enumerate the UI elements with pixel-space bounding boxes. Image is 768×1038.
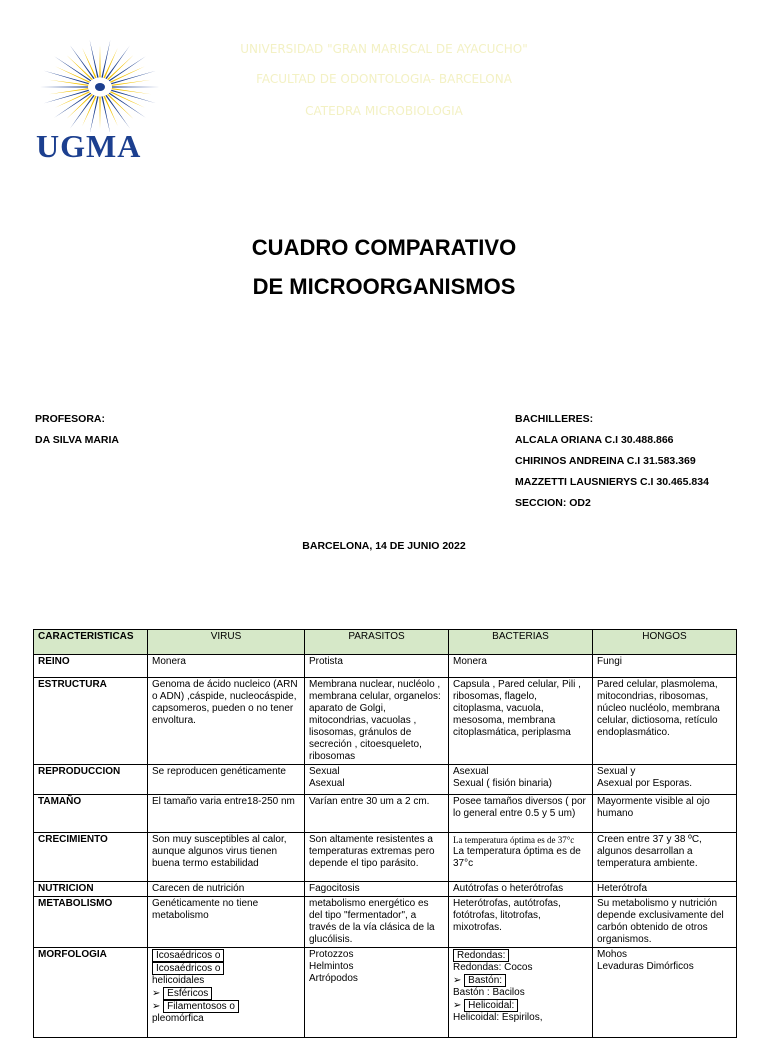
cell-bacteria: Capsula , Pared celular, Pili , ribosomas, flagelo, citoplasma, vacuola, mesosoma, membrana citoplasmática, periplasma <box>449 678 593 765</box>
cell-parasites: Membrana nuclear, nucléolo , membrana celular, organelos: aparato de Golgi, mitocondrias, vacuolas , lisosomas, gránulos de secreción , citoesqueleto, ribosomas <box>305 678 449 765</box>
sun-ray <box>49 80 89 86</box>
cell-virus: Se reproducen genéticamente <box>148 765 305 795</box>
table-row-crecimiento <box>34 833 737 882</box>
student-3: MAZZETTI LAUSNIERYS C.I 30.465.834 <box>515 476 709 488</box>
cell-line: La temperatura óptima es de 37°c <box>453 846 581 869</box>
document-title-line1: CUADRO COMPARATIVO <box>251 235 517 260</box>
boxed-text: Icosaédricos o <box>152 949 224 962</box>
col-header-bacteria: BACTERIAS <box>449 630 593 655</box>
row-label: REINO <box>34 655 148 678</box>
cell-bacteria <box>449 833 593 882</box>
bullet-arrow-icon: ➢ <box>152 988 161 999</box>
sun-ray <box>54 93 91 118</box>
sun-ray <box>112 88 152 94</box>
cell-line: Sexual ( fisión binaria) <box>453 778 552 789</box>
cell-bacteria: Autótrofas o heterótrofas <box>449 882 593 897</box>
cell-parasites <box>305 765 449 795</box>
table-row-nutricion <box>34 882 737 897</box>
cell-line: Helicoidal: Espirilos, <box>453 1012 543 1023</box>
sun-ray <box>49 88 89 94</box>
sun-ray <box>40 86 88 87</box>
sun-ray <box>90 40 99 78</box>
sun-ray <box>105 95 130 129</box>
cell-line: Bastón : Bacilos <box>453 987 525 998</box>
cell-line: Asexual <box>453 766 489 777</box>
cell-fungi: Creen entre 37 y 38 ºC, algunos desarrollan a temperatura ambiente. <box>593 833 737 882</box>
students-label: BACHILLERES: <box>515 413 594 425</box>
cell-bacteria: Heterótrofas, autótrofas, fotótrofas, litotrofas, mixotrofas. <box>449 897 593 948</box>
cell-parasites: Fagocitosis <box>305 882 449 897</box>
logo-text: UGMA <box>36 128 142 164</box>
ugma-sun-emblem <box>30 32 170 132</box>
chair-name: CATEDRA MICROBIOLOGIA <box>305 104 463 118</box>
sun-ray <box>101 96 110 132</box>
row-label: METABOLISMO <box>34 897 148 948</box>
sun-ray <box>109 56 146 81</box>
row-label: MORFOLOGIA <box>34 948 148 1038</box>
row-label: CRECIMIENTO <box>34 833 148 882</box>
ugma-logo <box>30 32 170 167</box>
sun-ray <box>70 45 95 79</box>
cell-line: Protozzos <box>309 949 354 960</box>
bullet-arrow-icon: ➢ <box>152 1001 161 1012</box>
professor-label: PROFESORA: <box>35 413 106 425</box>
table-row-estructura <box>34 678 737 765</box>
cell-bacteria: Posee tamaños diversos ( por lo general entre 0.5 y 5 um) <box>449 795 593 833</box>
table-row-reproduccion <box>34 765 737 795</box>
sun-ray <box>99 97 100 129</box>
row-label: REPRODUCCION <box>34 765 148 795</box>
cell-fungi: Su metabolismo y nutrición depende exclusivamente del carbón obtenido de otros organismos. <box>593 897 737 948</box>
cell-virus: Son muy susceptibles al calor, aunque algunos virus tienen buena termo estabilidad <box>148 833 305 882</box>
cell-line: pleomórfica <box>152 1013 204 1024</box>
col-header-fungi: HONGOS <box>593 630 737 655</box>
cell-line: La temperatura óptima es de 37°c <box>453 835 575 845</box>
cell-parasites: Varían entre 30 um a 2 cm. <box>305 795 449 833</box>
university-name: UNIVERSIDAD "GRAN MARISCAL DE AYACUCHO" <box>240 42 528 56</box>
table-header-row <box>34 630 737 655</box>
student-1: ALCALA ORIANA C.I 30.488.866 <box>515 434 674 446</box>
row-label: NUTRICION <box>34 882 148 897</box>
section: SECCION: OD2 <box>515 497 591 509</box>
boxed-text: Bastón: <box>464 974 506 987</box>
table-row-reino <box>34 655 737 678</box>
cell-fungi: Mayormente visible al ojo humano <box>593 795 737 833</box>
cell-line: Sexual y <box>597 766 636 777</box>
cell-line: Levaduras Dimórficos <box>597 961 694 972</box>
sun-ray <box>54 56 91 81</box>
bullet-arrow-icon: ➢ <box>453 1000 462 1011</box>
cell-fungi <box>593 765 737 795</box>
boxed-text: Helicoidal: <box>464 999 518 1012</box>
sun-ray <box>101 40 110 78</box>
cell-line: Asexual <box>309 778 345 789</box>
cell-fungi <box>593 948 737 1038</box>
cell-parasites: metabolismo energético es del tipo "fermentador", a través de la vía clásica de la glucólisis. <box>305 897 449 948</box>
table-row-tamano <box>34 795 737 833</box>
cell-virus: Genoma de ácido nucleico (ARN o ADN) ,cáspide, nucleocáspide, capsomeros, pueden o no tener envoltura. <box>148 678 305 765</box>
faculty-name: FACULTAD DE ODONTOLOGIA- BARCELONA <box>256 72 512 86</box>
cell-parasites <box>305 948 449 1038</box>
table-row-metabolismo <box>34 897 737 948</box>
cell-virus: Genéticamente no tiene metabolismo <box>148 897 305 948</box>
student-2: CHIRINOS ANDREINA C.I 31.583.369 <box>515 455 696 467</box>
cell-parasites: Son altamente resistentes a temperaturas extremas pero depende el tipo parásito. <box>305 833 449 882</box>
cell-bacteria: Monera <box>449 655 593 678</box>
cell-line: Asexual por Esporas. <box>597 778 693 789</box>
sun-ray <box>99 45 100 77</box>
sun-ray <box>90 96 99 132</box>
row-label: TAMAÑO <box>34 795 148 833</box>
document-date: BARCELONA, 14 DE JUNIO 2022 <box>302 540 466 552</box>
cell-bacteria <box>449 765 593 795</box>
cell-line: Redondas: Cocos <box>453 962 533 973</box>
sun-ray <box>105 45 130 79</box>
boxed-text: Redondas: <box>453 949 509 962</box>
comparison-table <box>33 629 737 1038</box>
table-row-morfologia <box>34 948 737 1038</box>
sun-ray <box>109 93 146 118</box>
sun-center-dot <box>95 83 105 91</box>
cell-fungi: Heterótrofa <box>593 882 737 897</box>
sun-ray <box>112 86 160 87</box>
row-label: ESTRUCTURA <box>34 678 148 765</box>
cell-virus: El tamaño varia entre18-250 nm <box>148 795 305 833</box>
cell-line: Helmintos <box>309 961 354 972</box>
boxed-text: Filamentosos o <box>163 1000 239 1013</box>
cell-virus <box>148 948 305 1038</box>
document-title-line2: DE MICROORGANISMOS <box>252 274 516 299</box>
col-header-virus: VIRUS <box>148 630 305 655</box>
cell-line: Artrópodos <box>309 973 358 984</box>
cell-parasites: Protista <box>305 655 449 678</box>
cell-fungi: Pared celular, plasmolema, mitocondrias, ribosomas, núcleo nucléolo, membrana celular, dictiosoma, retículo endoplasmático. <box>593 678 737 765</box>
col-header-characteristics: CARACTERISTICAS <box>34 630 148 655</box>
cell-line: Sexual <box>309 766 340 777</box>
boxed-text: Icosaédricos o <box>152 962 224 975</box>
sun-ray <box>70 95 95 129</box>
cell-virus: Monera <box>148 655 305 678</box>
sun-ray <box>112 80 152 86</box>
cell-fungi: Fungi <box>593 655 737 678</box>
boxed-text: Esféricos <box>163 987 212 1000</box>
cell-line: helicoidales <box>152 975 205 986</box>
professor-name: DA SILVA MARIA <box>35 434 119 446</box>
bullet-arrow-icon: ➢ <box>453 975 462 986</box>
cell-line: Mohos <box>597 949 628 960</box>
col-header-parasites: PARASITOS <box>305 630 449 655</box>
cell-bacteria <box>449 948 593 1038</box>
cell-virus: Carecen de nutrición <box>148 882 305 897</box>
